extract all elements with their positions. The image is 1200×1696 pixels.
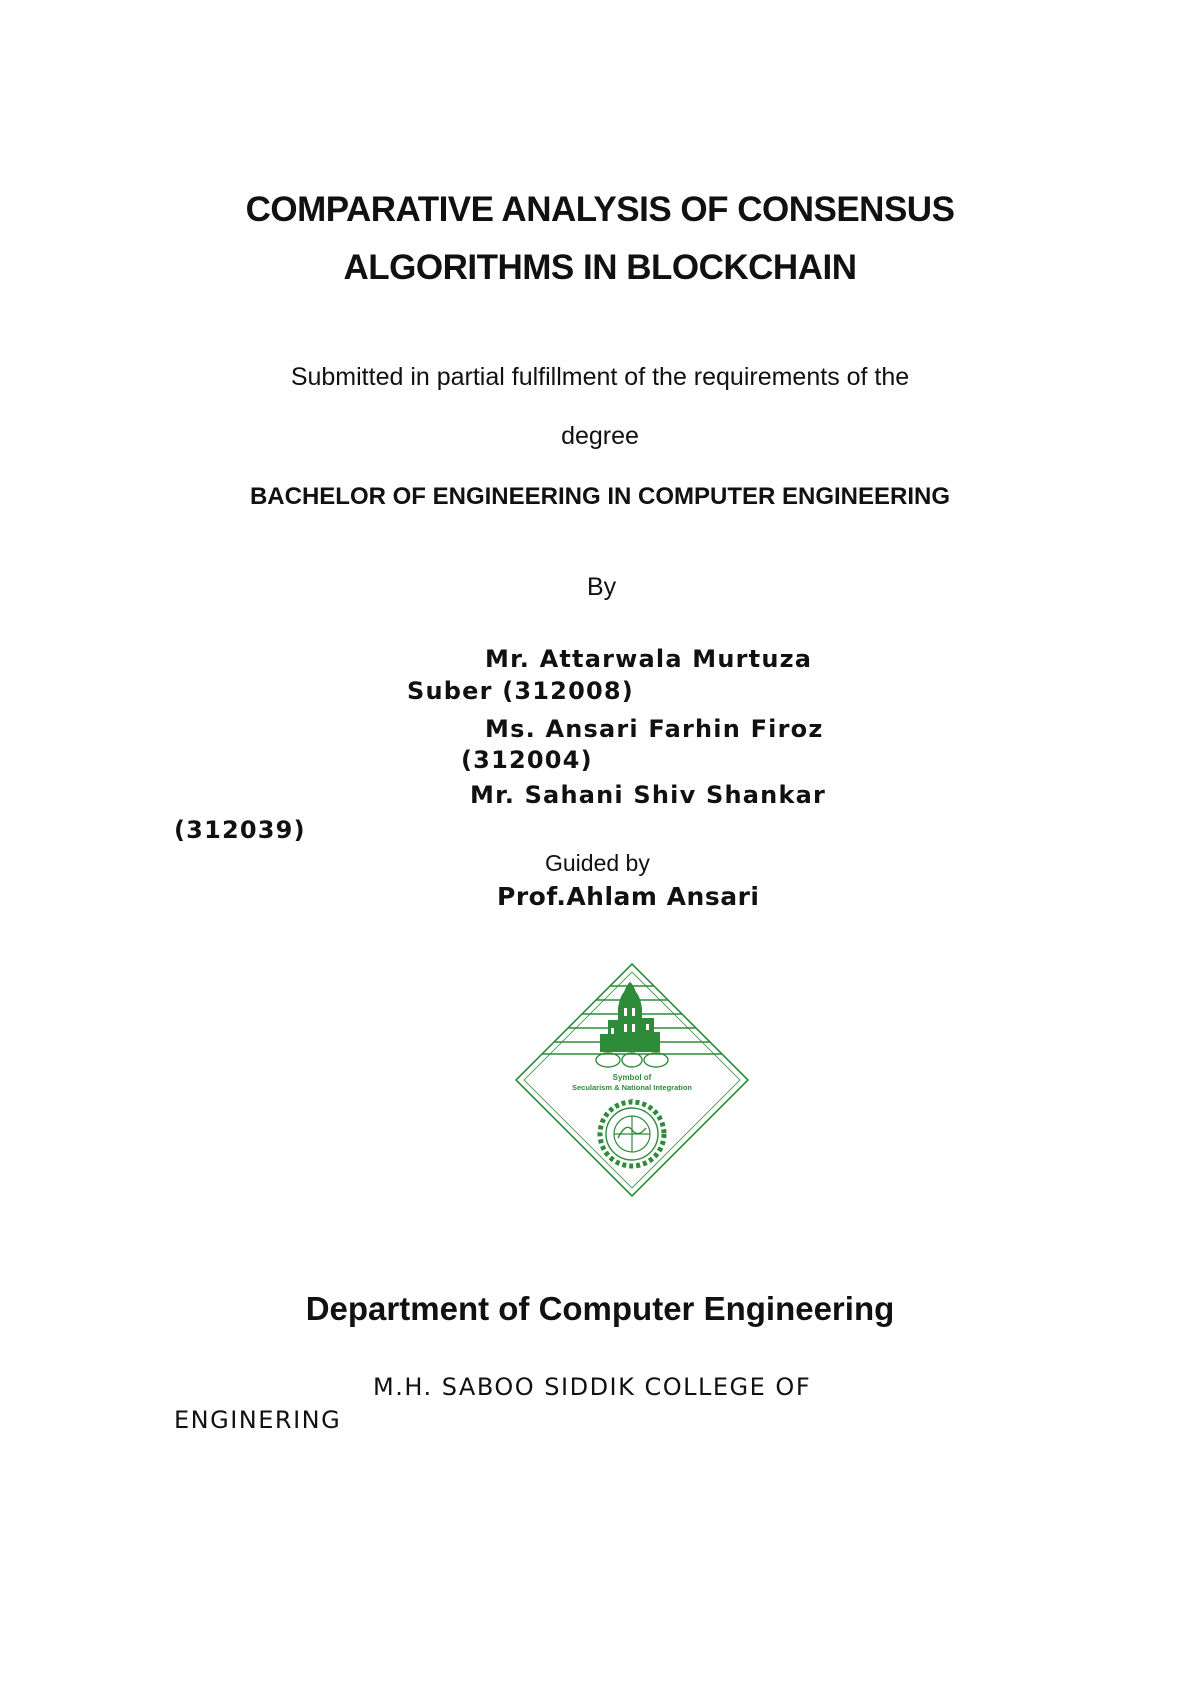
department-name: Department of Computer Engineering bbox=[305, 1290, 895, 1327]
college-emblem-icon bbox=[514, 962, 750, 1198]
guided-by-label: Guided by bbox=[545, 850, 650, 876]
submitted-line-1: Submitted in partial fulfillment of the requirements of the bbox=[290, 363, 910, 391]
title-line-2: ALGORITHMS IN BLOCKCHAIN bbox=[343, 248, 857, 287]
title-line-1: COMPARATIVE ANALYSIS OF CONSENSUS bbox=[245, 190, 955, 229]
degree-name: BACHELOR OF ENGINEERING IN COMPUTER ENGINEERING bbox=[249, 483, 951, 510]
student-2-id: (312004) bbox=[461, 746, 593, 774]
logo-caption-line-2: Secularism & National Integration bbox=[571, 1083, 693, 1092]
college-name-line-1: M.H. SABOO SIDDIK COLLEGE OF bbox=[373, 1373, 812, 1401]
student-3-name: Mr. Sahani Shiv Shankar bbox=[470, 781, 827, 809]
student-1-name: Mr. Attarwala Murtuza bbox=[485, 645, 813, 673]
student-1-id: Suber (312008) bbox=[407, 677, 634, 705]
guide-name: Prof.Ahlam Ansari bbox=[497, 882, 760, 911]
ornament-icon bbox=[596, 1053, 668, 1067]
student-3-id: (312039) bbox=[174, 816, 306, 844]
svg-text:~: ~ bbox=[630, 1097, 634, 1103]
submitted-line-2: degree bbox=[561, 422, 639, 450]
logo-caption-line-1: Symbol of bbox=[612, 1073, 652, 1082]
building-icon bbox=[600, 982, 660, 1052]
college-logo bbox=[514, 962, 750, 1198]
by-label: By bbox=[587, 573, 617, 601]
gear-seal-icon bbox=[600, 1102, 664, 1166]
college-name-line-2: ENGINERING bbox=[174, 1406, 342, 1434]
student-2-name: Ms. Ansari Farhin Firoz bbox=[485, 715, 824, 743]
